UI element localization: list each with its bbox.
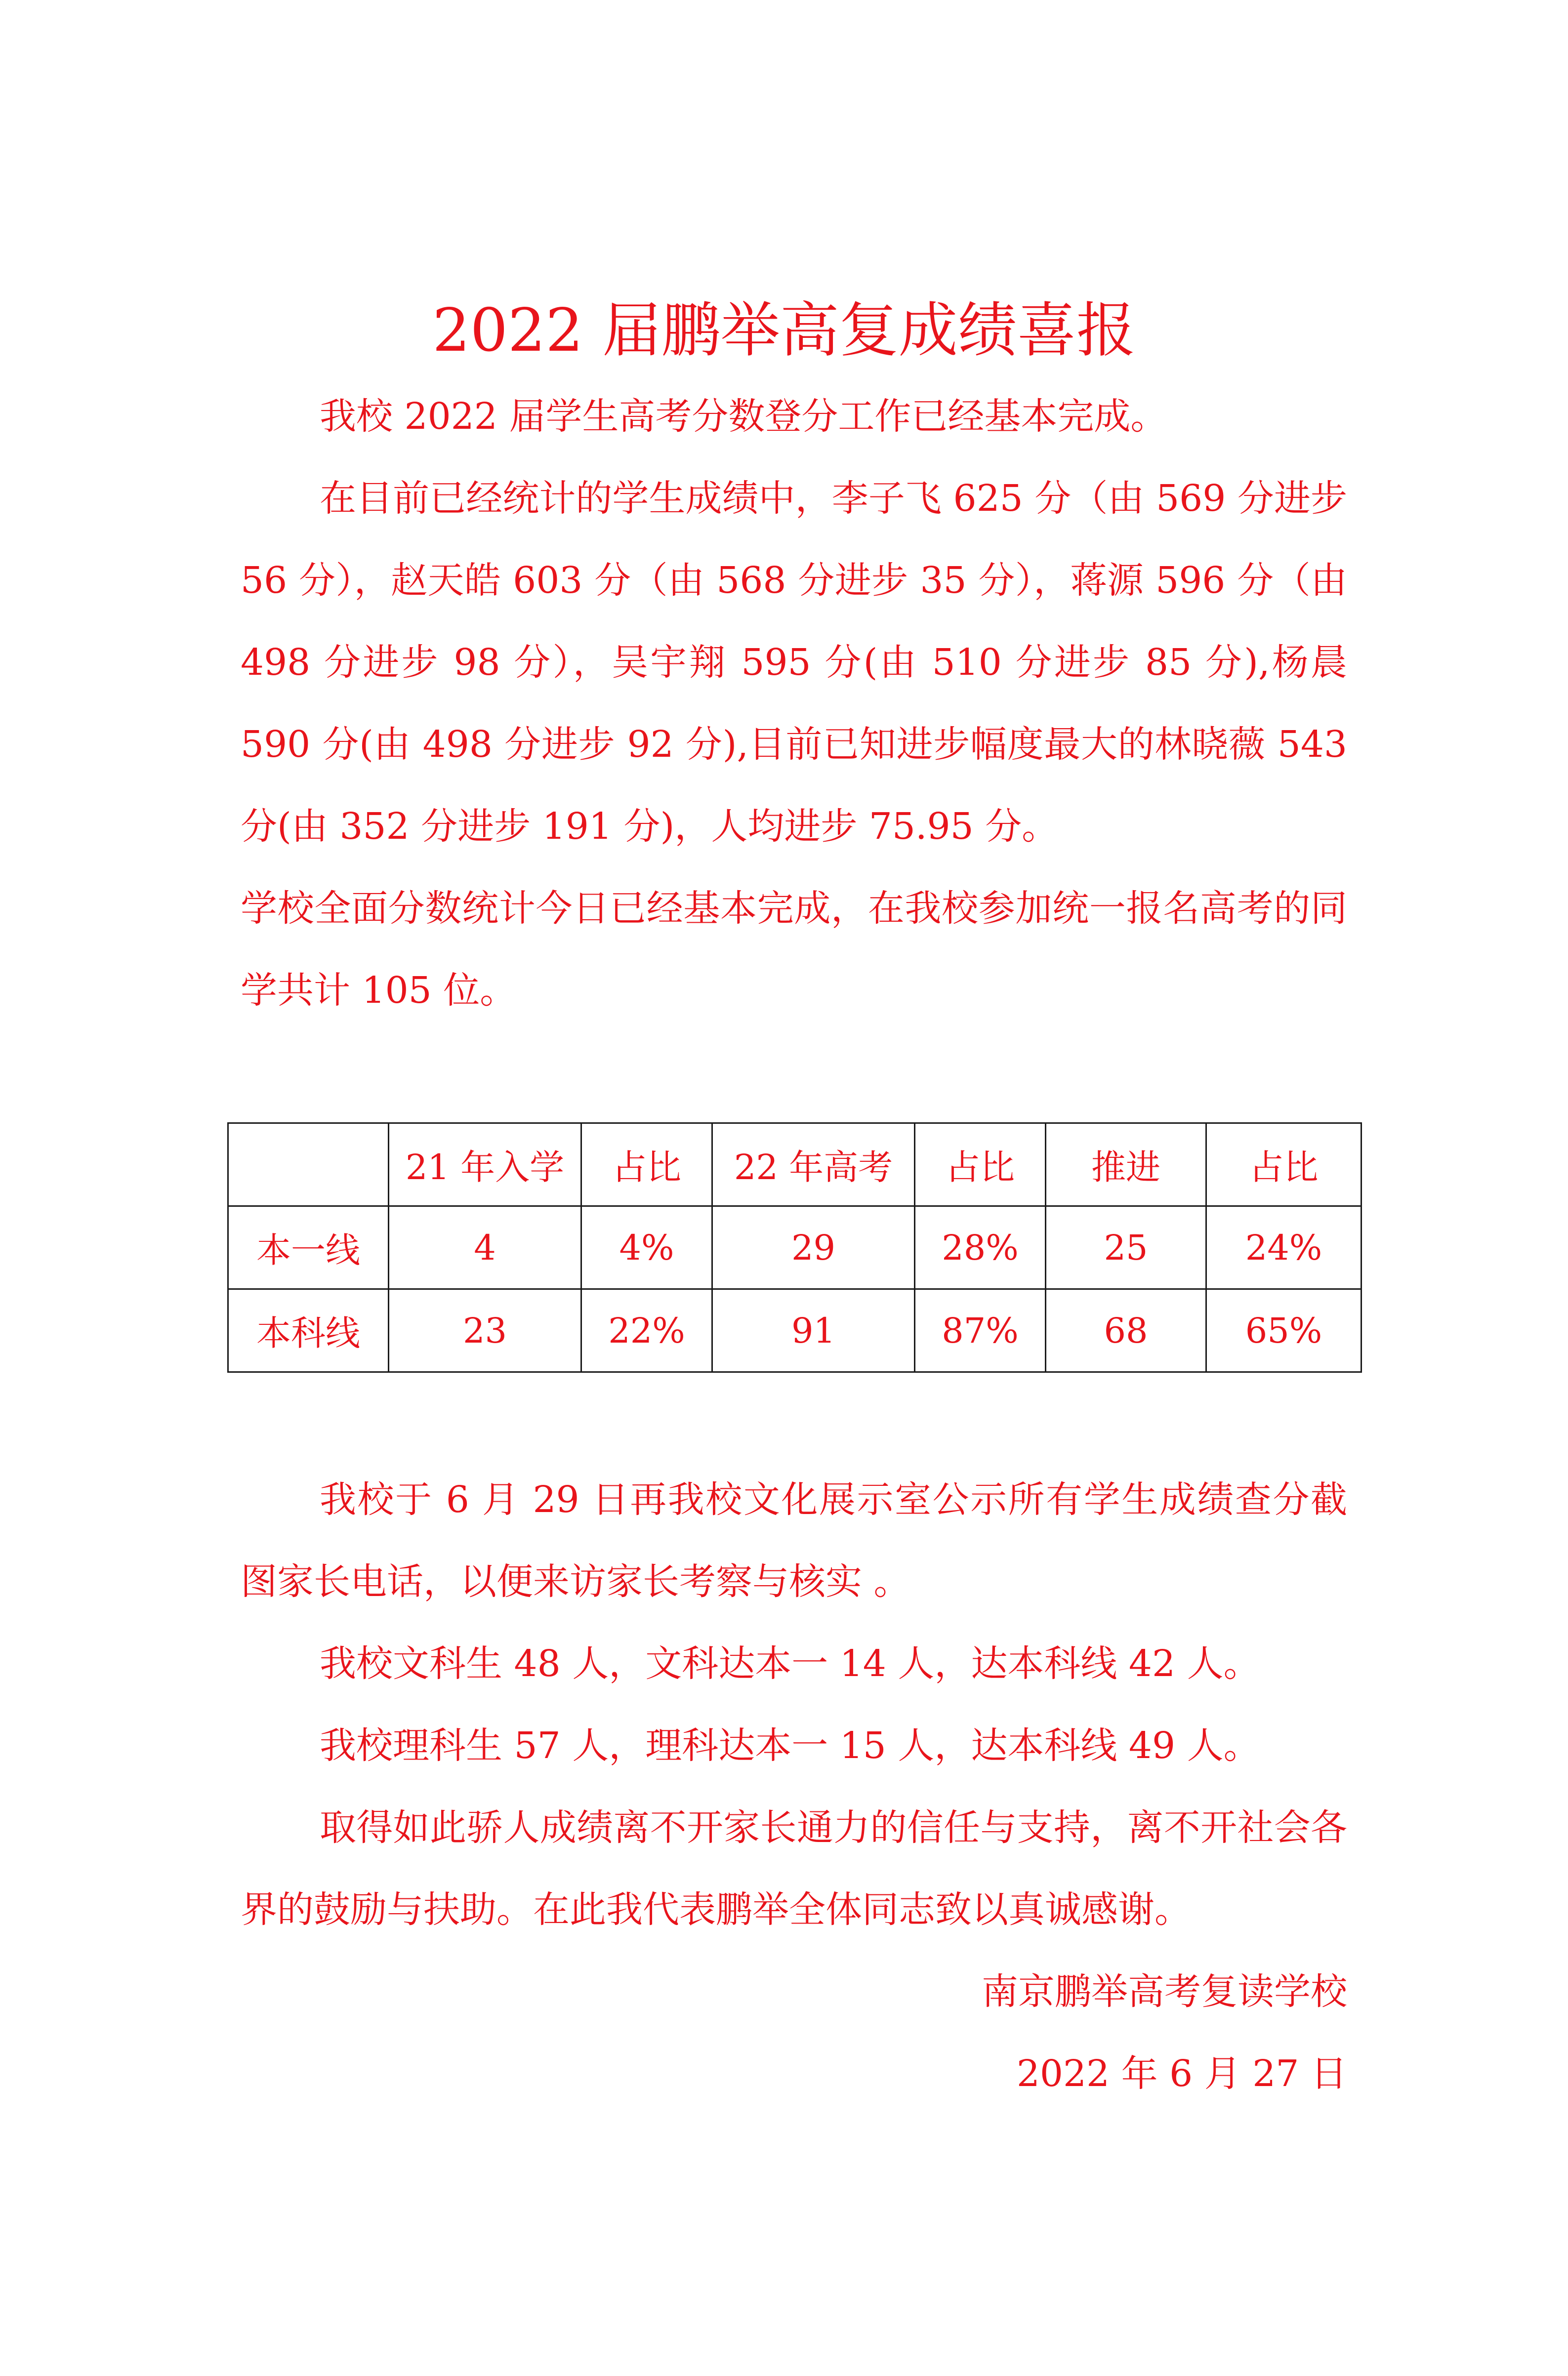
table-cell: 25 xyxy=(1046,1206,1206,1289)
document-date: 2022 年 6 月 27 日 xyxy=(1016,2052,1347,2095)
table-cell: 23 xyxy=(389,1289,581,1372)
table-header-cell: 22 年高考 xyxy=(712,1123,915,1206)
table-header-cell xyxy=(228,1123,389,1206)
table-cell: 4% xyxy=(581,1206,712,1289)
signature: 南京鹏举高考复读学校 xyxy=(982,1970,1347,2013)
table-cell: 65% xyxy=(1206,1289,1362,1372)
table-header-cell: 占比 xyxy=(915,1123,1046,1206)
table-cell: 91 xyxy=(712,1289,915,1372)
results-table xyxy=(227,1122,1362,1373)
table-header-cell: 占比 xyxy=(581,1123,712,1206)
table-row xyxy=(228,1289,1362,1372)
table-header-cell: 推进 xyxy=(1046,1123,1206,1206)
table-cell: 本一线 xyxy=(228,1206,389,1289)
table-cell: 24% xyxy=(1206,1206,1362,1289)
table-cell: 29 xyxy=(712,1206,915,1289)
closing-block xyxy=(241,1459,1347,2115)
table-cell: 68 xyxy=(1046,1289,1206,1372)
closing-paragraph-3: 我校理科生 57 人，理科达本一 15 人，达本科线 49 人。 xyxy=(320,1724,1260,1767)
summary-paragraph: 学校全面分数统计今日已经基本完成，在我校参加统一报名高考的同学共计 105 位。 xyxy=(241,887,1347,1012)
closing-paragraph-4: 取得如此骄人成绩离不开家长通力的信任与支持，离不开社会各界的鼓励与扶助。在此我代表鹏举全体同志致以真诚感谢。 xyxy=(241,1806,1347,1931)
table-cell: 28% xyxy=(915,1206,1046,1289)
closing-paragraph-2: 我校文科生 48 人，文科达本一 14 人，达本科线 42 人。 xyxy=(320,1642,1260,1685)
table-cell: 4 xyxy=(389,1206,581,1289)
intro-paragraph-1: 我校 2022 届学生高考分数登分工作已经基本完成。 xyxy=(320,395,1167,438)
intro-paragraph-2: 在目前已经统计的学生成绩中，李子飞 625 分（由 569 分进步 56 分），赵天皓 603 分（由 568 分进步 35 分），蒋源 596 分（由 498 分进步 98 分），吴宇翔 595 分(由 510 分进步 85 分),杨晨 590 分(由 498 分进步 92 分),目前已知进步幅度最大的林晓薇 543 分(由 352 分进步 191 分)，人均进步 75.95 分。 xyxy=(241,477,1347,848)
intro-block xyxy=(241,375,1347,1031)
table-header-cell: 占比 xyxy=(1206,1123,1362,1206)
table-header-row xyxy=(228,1123,1362,1206)
results-table-wrapper xyxy=(227,1122,1361,1373)
closing-paragraph-1: 我校于 6 月 29 日再我校文化展示室公示所有学生成绩查分截图家长电话，以便来访家长考察与核实 。 xyxy=(241,1478,1347,1603)
document-title: 2022 届鹏举高复成绩喜报 xyxy=(432,296,1136,365)
table-cell: 87% xyxy=(915,1289,1046,1372)
table-cell: 22% xyxy=(581,1289,712,1372)
table-row xyxy=(228,1206,1362,1289)
table-header-cell: 21 年入学 xyxy=(389,1123,581,1206)
table-cell: 本科线 xyxy=(228,1289,389,1372)
